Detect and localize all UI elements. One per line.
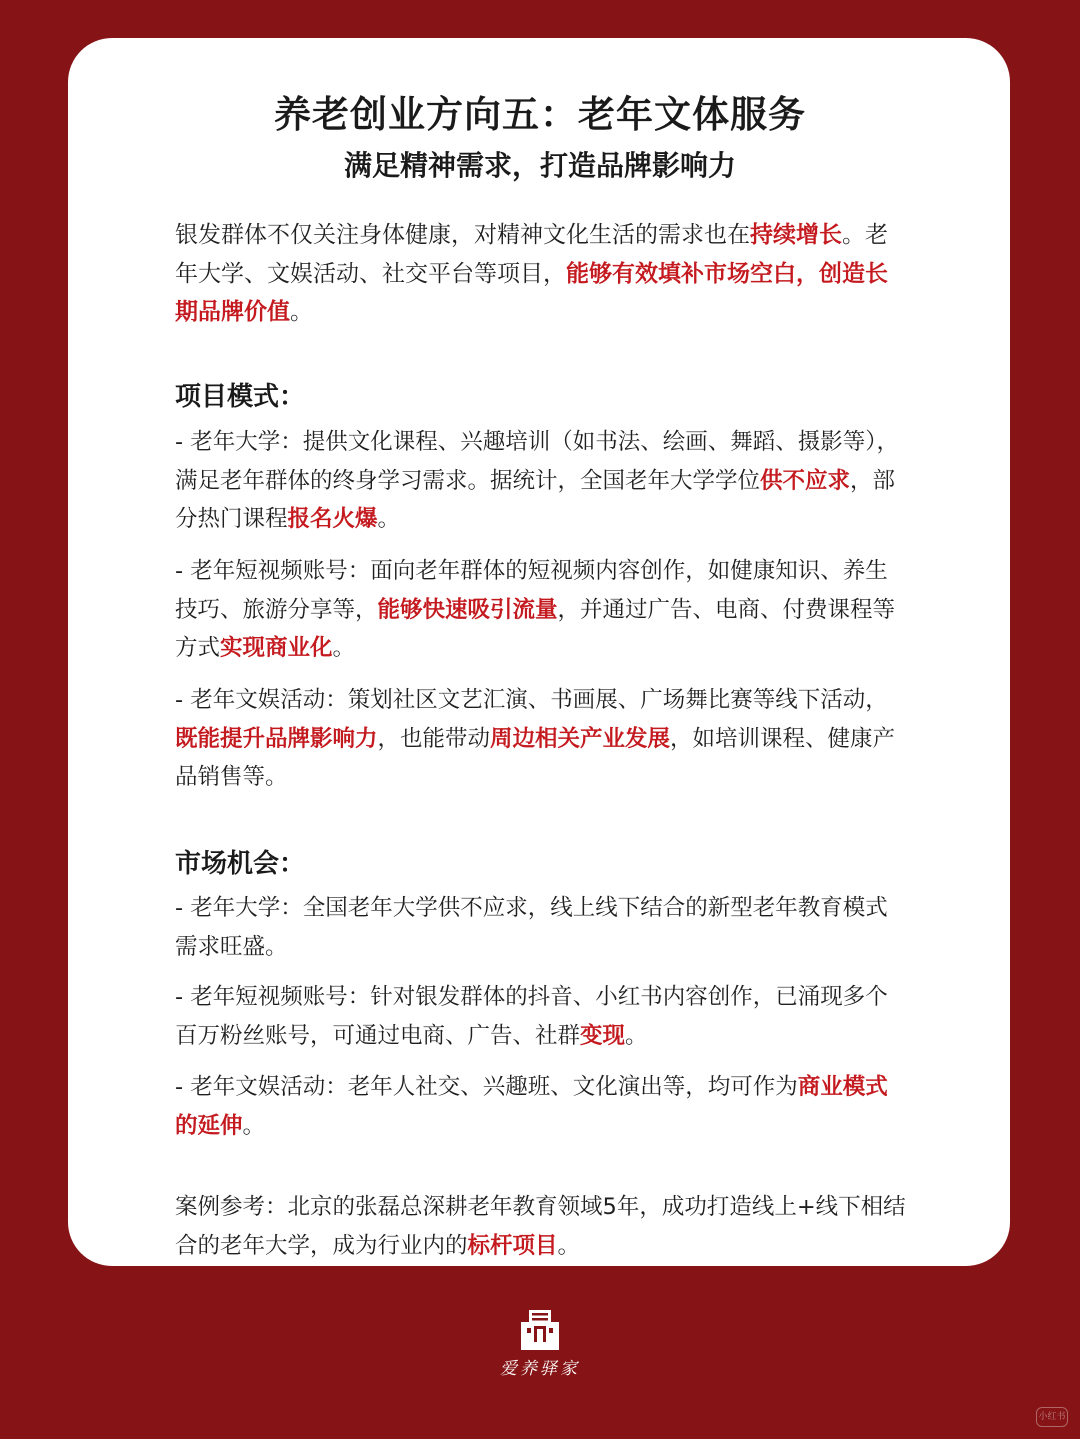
highlight-text: 标杆项目 (467, 1232, 558, 1259)
page-title: 养老创业方向五：老年文体服务 (274, 93, 806, 136)
highlight-text: 能够快速吸引流量 (377, 596, 558, 623)
project-item-university: - 老年大学：提供文化课程、兴趣培训（如书法、绘画、舞蹈、摄影等），满足老年群体的终身学习需求。据统计，全国老年大学学位供不应求，部分热门课程报名火爆。 (175, 429, 900, 532)
highlight-text: 能够有效填补市场空白，创造长期品牌价值 (175, 260, 888, 325)
market-item-entertainment: - 老年文娱活动：老年人社交、兴趣班、文化演出等，均可作为商业模式的延伸。 (175, 1074, 888, 1139)
platform-watermark: 小红书 (1036, 1407, 1068, 1427)
brand-name: 爱养驿家 (500, 1359, 580, 1379)
highlight-text: 供不应求 (760, 467, 851, 494)
page-subtitle: 满足精神需求，打造品牌影响力 (343, 149, 736, 182)
highlight-text: 变现 (580, 1022, 626, 1049)
highlight-text: 商业模式的延伸 (175, 1074, 888, 1139)
section-heading-project-modes: 项目模式： (175, 382, 306, 412)
highlight-text: 持续增长 (750, 222, 842, 248)
project-item-entertainment: - 老年文娱活动：策划社区文艺汇演、书画展、广场舞比赛等线下活动，既能提升品牌影响力，也能带动周边相关产业发展，如培训课程、健康产品销售等。 (175, 687, 896, 790)
market-item-university: - 老年大学：全国老年大学供不应求，线上线下结合的新型老年教育模式需求旺盛。 (175, 895, 888, 960)
project-item-short-video: - 老年短视频账号：面向老年群体的短视频内容创作，如健康知识、养生技巧、旅游分享等，能够快速吸引流量，并通过广告、电商、付费课程等方式实现商业化。 (175, 558, 896, 661)
highlight-text: 周边相关产业发展 (490, 725, 671, 752)
highlight-text: 实现商业化 (220, 635, 333, 661)
section-heading-market: 市场机会： (175, 849, 306, 879)
highlight-text: 报名火爆 (287, 506, 378, 532)
building-icon (517, 1308, 563, 1354)
highlight-text: 既能提升品牌影响力 (175, 725, 378, 752)
case-reference: 案例参考：北京的张磊总深耕老年教育领域5年，成功打造线上+线下相结合的老年大学，成为行业内的标杆项目。 (175, 1194, 906, 1259)
intro-paragraph: 银发群体不仅关注身体健康，对精神文化生活的需求也在持续增长。老年大学、文娱活动、社交平台等项目，能够有效填补市场空白，创造长期品牌价值。 (175, 222, 888, 325)
market-item-short-video: - 老年短视频账号：针对银发群体的抖音、小红书内容创作，已涌现多个百万粉丝账号，可通过电商、广告、社群变现。 (175, 984, 888, 1049)
